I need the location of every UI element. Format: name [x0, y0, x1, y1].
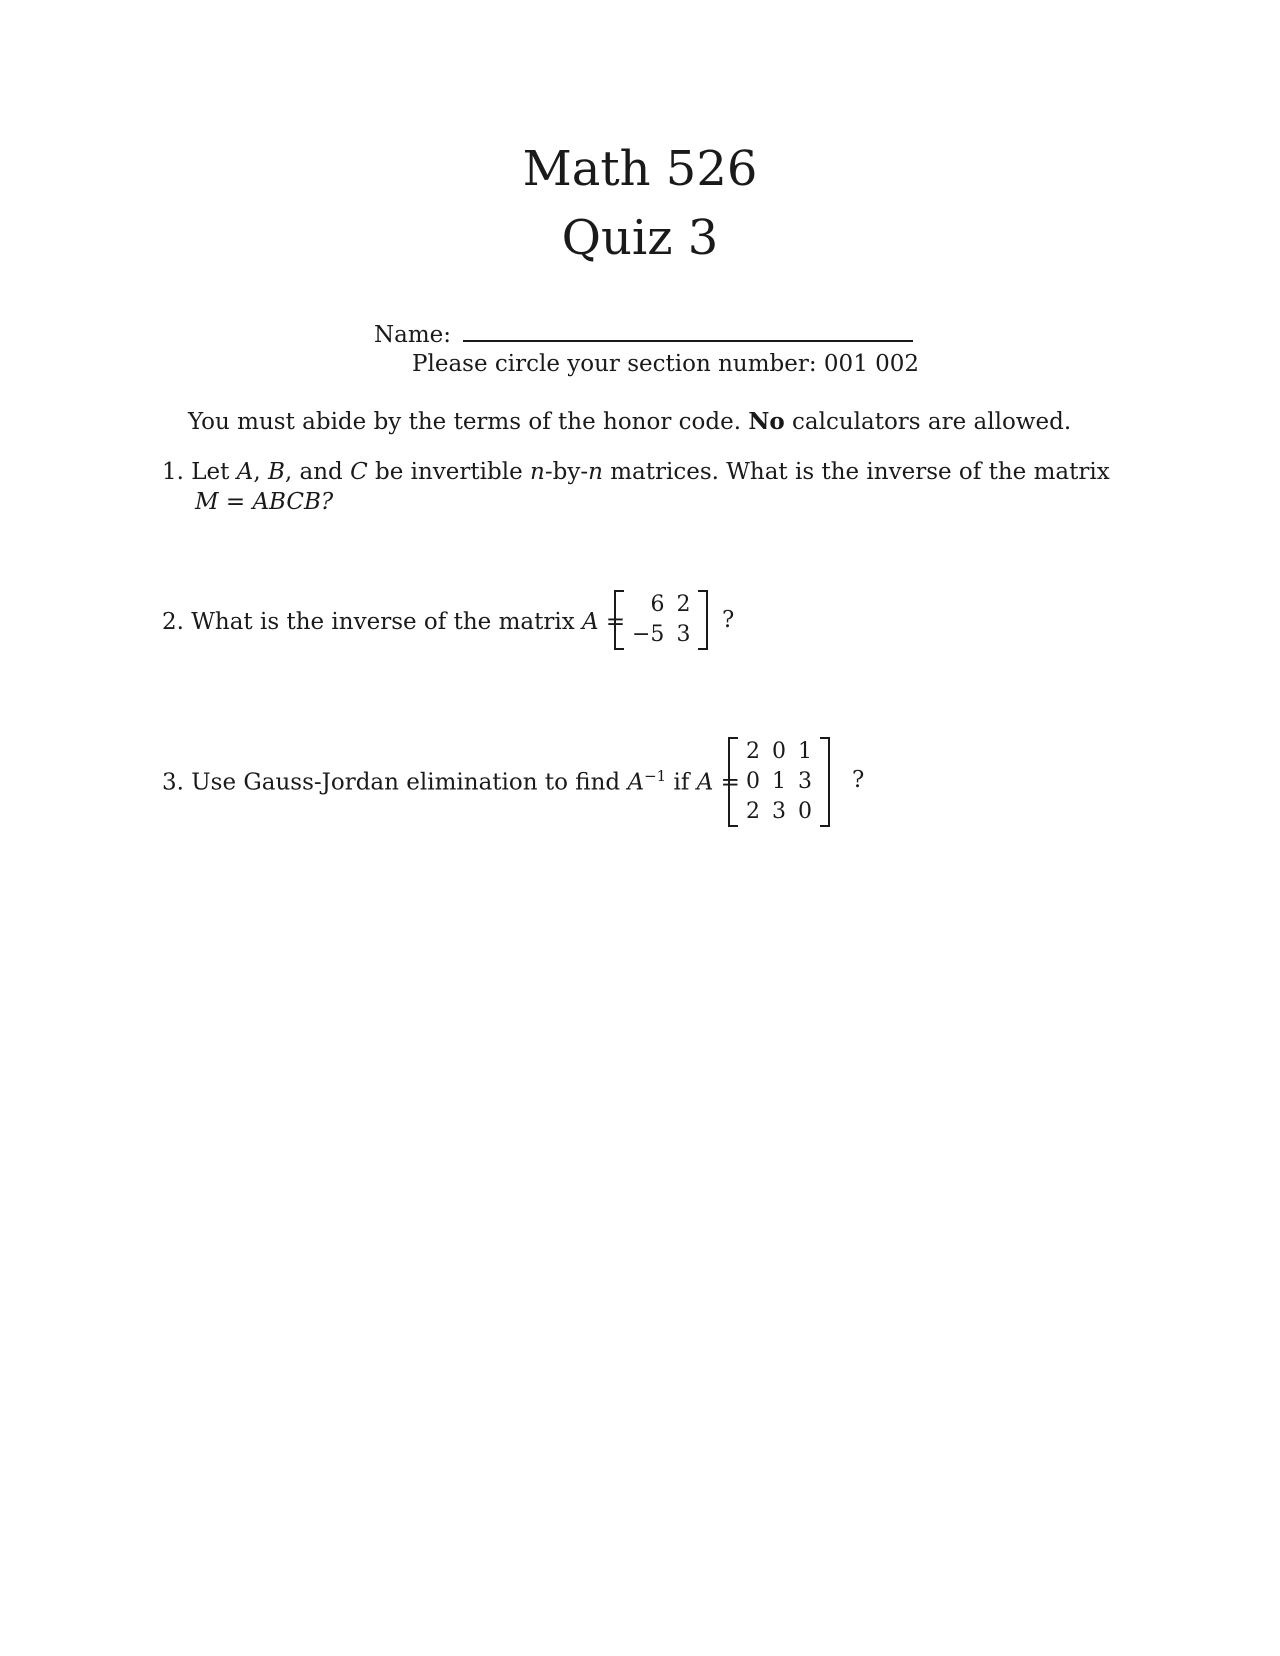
question-3-matrix: [728, 737, 830, 827]
matrix-row: [626, 620, 696, 650]
question-3-if: if: [673, 769, 690, 796]
name-label: Name:: [374, 322, 452, 348]
question-2-qmark: ?: [722, 607, 735, 633]
matrix-cell: 0: [798, 799, 812, 824]
q1-rest: matrices. What is the inverse of the matrix: [610, 459, 1110, 485]
q1-var-b: B: [267, 459, 285, 485]
q1-and: , and: [284, 459, 343, 485]
question-3-qmark: ?: [852, 767, 865, 793]
matrix-right-bracket: [820, 737, 830, 827]
name-blank-line[interactable]: [463, 320, 913, 342]
question-1-line1: [162, 459, 1110, 485]
course-title: Math 526: [522, 141, 758, 197]
name-row: [374, 320, 913, 348]
question-3-text: Use Gauss-Jordan elimination to find: [191, 769, 621, 796]
q1-be-invertible: be invertible: [374, 459, 523, 485]
matrix-row: [626, 590, 696, 620]
question-1-number: 1.: [162, 459, 184, 485]
question-3-number: 3.: [162, 769, 184, 796]
matrix-cell: 6: [650, 592, 665, 617]
quiz-title: Quiz 3: [561, 210, 719, 266]
question-2-matrix: [614, 590, 708, 650]
matrix-cell: 0: [746, 769, 760, 794]
question-3-var: A: [627, 769, 645, 796]
honor-text-end: calculators are allowed.: [784, 409, 1072, 435]
honor-instructions: [188, 408, 1071, 435]
q1-comma: ,: [253, 459, 261, 485]
matrix-left-bracket: [728, 737, 738, 827]
matrix-cell: 0: [772, 739, 786, 764]
matrix-cell: 2: [746, 799, 760, 824]
q1-var-n2: n: [588, 459, 603, 485]
question-1-line2: M = ABCB?: [195, 489, 334, 515]
matrix-row: [740, 737, 818, 767]
question-2-equals: =: [605, 609, 626, 635]
matrix-cell: 3: [772, 799, 786, 824]
matrix-cell: 2: [746, 739, 760, 764]
q1-var-n: n: [530, 459, 545, 485]
matrix-cell: 3: [798, 769, 812, 794]
matrix-right-bracket: [698, 590, 708, 650]
question-2-text: What is the inverse of the matrix: [191, 609, 575, 635]
section-prompt: Please circle your section number: 001 002: [412, 351, 920, 377]
matrix-row: [740, 767, 818, 797]
q1-word: Let: [191, 459, 230, 485]
matrix-cell: 2: [676, 592, 691, 617]
q1-var-c: C: [350, 459, 368, 485]
q1-by: -by-: [544, 459, 589, 485]
matrix-cell: 1: [798, 739, 812, 764]
question-3-equals: =: [720, 769, 740, 796]
question-2: [162, 609, 625, 635]
q1-var-a: A: [236, 459, 254, 485]
honor-text-start: You must abide by the terms of the honor code.: [188, 409, 749, 435]
honor-bold-word: No: [748, 408, 785, 435]
matrix-row: [740, 797, 818, 827]
matrix-left-bracket: [614, 590, 624, 650]
question-3-var2: A: [696, 769, 714, 796]
matrix-cell: 1: [772, 769, 786, 794]
question-2-number: 2.: [162, 609, 184, 635]
question-3-superscript: −1: [644, 767, 667, 785]
matrix-cell: −5: [632, 622, 665, 647]
question-3: [162, 767, 740, 796]
matrix-cell: 3: [676, 622, 691, 647]
question-2-var: A: [581, 609, 599, 635]
